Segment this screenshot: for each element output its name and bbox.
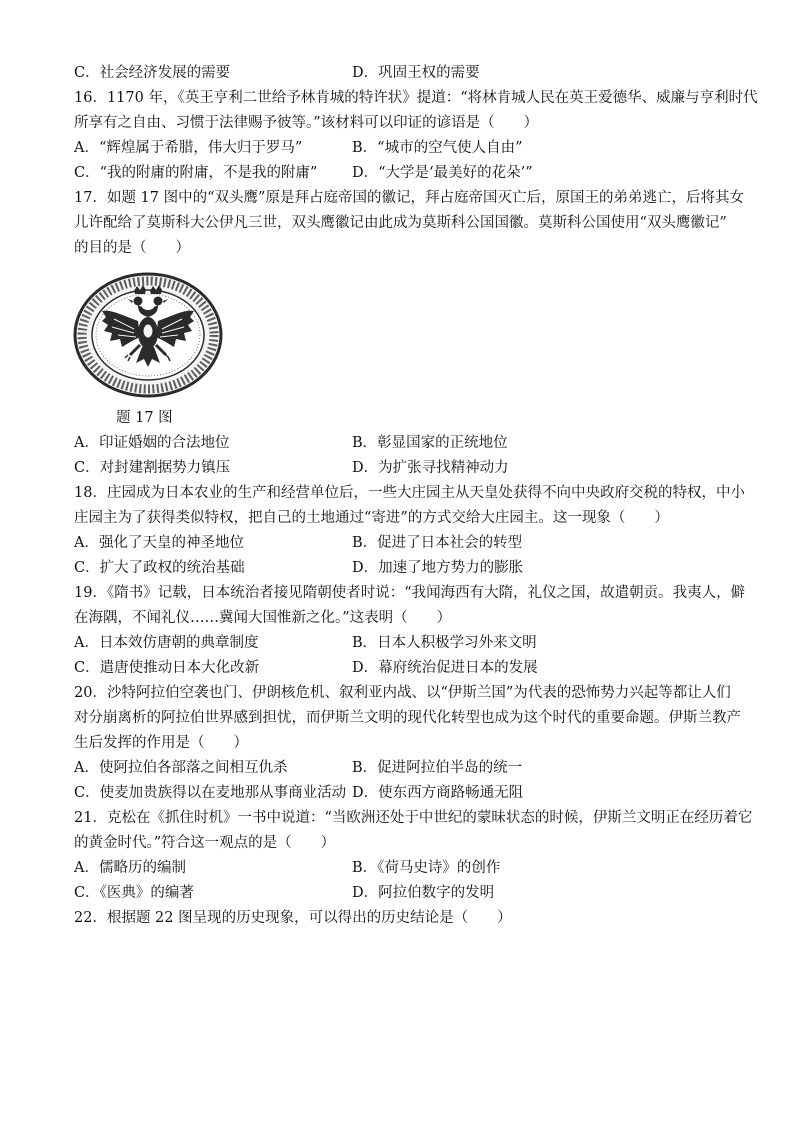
q20-option-a: A．使阿拉伯各部落之间相互仇杀 [74,760,288,776]
q15-option-d: D．巩固王权的需要 [352,65,480,81]
q16-option-b: B．“城市的空气使人自由” [352,140,523,156]
q20-stem-line-3: 生后发挥的作用是（ ） [74,735,248,751]
q19-stem-line-2: 在海隅，不闻礼仪……冀闻大国惟新之化。”这表明（ ） [74,610,452,626]
q19-option-a: A．日本效仿唐朝的典章制度 [74,635,259,651]
q16-option-d: D．“大学是‘最美好的花朵’” [352,165,533,181]
q17-option-b: B．彰显国家的正统地位 [352,435,508,451]
q20-option-c: C．使麦加贵族得以在麦地那从事商业活动 [74,785,347,801]
q18-stem-line-1: 18．庄园成为日本农业的生产和经营单位后，一些大庄园主从天皇处获得不向中央政府交税的特权，中小 [74,485,745,501]
q21-stem-line-2: 的黄金时代。”符合这一观点的是（ ） [74,835,336,851]
q21-option-a: A．儒略历的编制 [74,860,186,876]
double-headed-eagle-seal-icon [72,271,224,399]
q20-option-b: B．促进阿拉伯半岛的统一 [352,760,523,776]
q16-option-c: C．“我的附庸的附庸，不是我的附庸” [74,165,318,181]
q21-option-b: B．《荷马史诗》的创作 [352,860,501,876]
q18-option-d: D．加速了地方势力的膨胀 [352,560,524,576]
q17-option-c: C．对封建割据势力镇压 [74,460,231,476]
q19-option-d: D．幕府统治促进日本的发展 [352,660,538,676]
q21-stem-line-1: 21．克松在《抓住时机》一书中说道：“当欧洲还处于中世纪的蒙昧状态的时候，伊斯兰文明正在经历着它 [74,810,753,826]
q20-option-d: D．使东西方商路畅通无阻 [352,785,524,801]
q17-stem-line-3: 的目的是（ ） [74,240,190,256]
q19-option-b: B．日本人积极学习外来文明 [352,635,537,651]
q21-option-c: C．《医典》的编著 [74,885,194,901]
q16-stem-line-1: 16．1170 年，《英王亨利二世给予林肯城的特许状》提道：“将林肯城人民在英王爱德华、威廉与亨利时代 [74,90,758,106]
q17-stem-line-1: 17．如题 17 图中的“双头鹰”原是拜占庭帝国的徽记，拜占庭帝国灭亡后，原国王的弟弟逃亡，后将其女 [74,190,744,206]
q15-option-c: C．社会经济发展的需要 [74,65,231,81]
q18-option-c: C．扩大了政权的统治基础 [74,560,245,576]
q18-option-a: A．强化了天皇的神圣地位 [74,535,244,551]
q19-option-c: C．遣唐使推动日本大化改新 [74,660,260,676]
figure-17-caption: 题 17 图 [116,410,173,426]
q16-stem-line-2: 所享有之自由、习惯于法律赐予彼等。”该材料可以印证的谚语是（ ） [74,115,539,131]
q21-option-d: D．阿拉伯数字的发明 [352,885,495,901]
q18-stem-line-2: 庄园主为了获得类似特权，把自己的土地通过“寄进”的方式交给大庄园主。这一现象（ ） [74,510,669,526]
q22-stem-line-1: 22．根据题 22 图呈现的历史现象，可以得出的历史结论是（ ） [74,910,512,926]
q17-option-a: A．印证婚姻的合法地位 [74,435,230,451]
q20-stem-line-2: 对分崩离析的阿拉伯世界感到担忧，而伊斯兰文明的现代化转型也成为这个时代的重要命题。伊斯兰教产 [74,710,741,726]
q17-option-d: D．为扩张寻找精神动力 [352,460,509,476]
q20-stem-line-1: 20．沙特阿拉伯空袭也门、伊朗核危机、叙利亚内战、以“伊斯兰国”为代表的恐怖势力兴起等都让人们 [74,685,731,701]
q17-stem-line-2: 儿许配给了莫斯科大公伊凡三世，双头鹰徽记由此成为莫斯科公国国徽。莫斯科公国使用“双头鹰徽记” [74,215,727,231]
q18-option-b: B．促进了日本社会的转型 [352,535,523,551]
q16-option-a: A．“辉煌属于希腊，伟大归于罗马” [74,140,303,156]
q19-stem-line-1: 19．《隋书》记载，日本统治者接见隋朝使者时说：“我闻海西有大隋，礼仪之国，故遣朝贡。我夷人，僻 [74,585,746,601]
